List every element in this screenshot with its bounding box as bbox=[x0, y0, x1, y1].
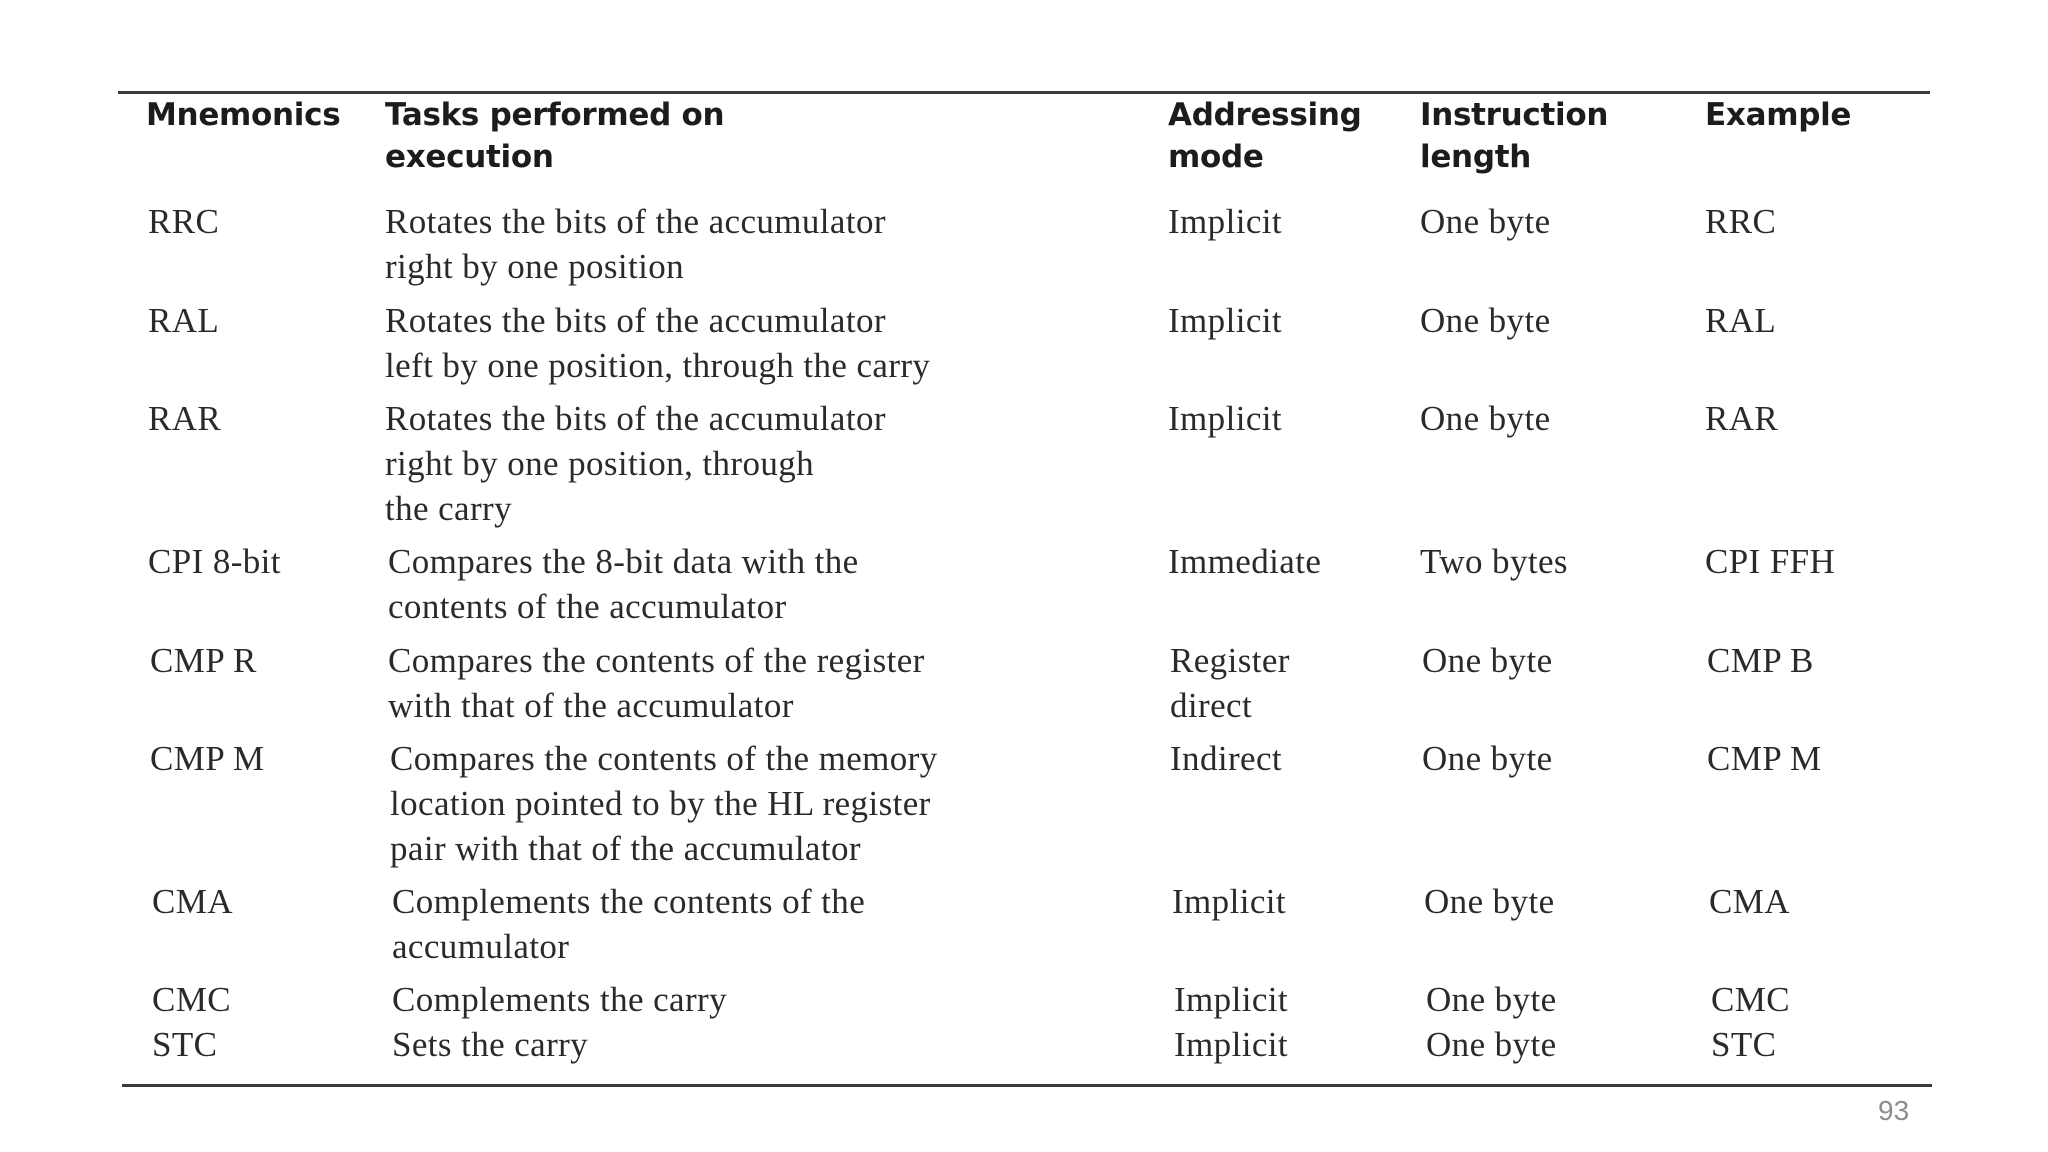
table-row-length: Two bytes bbox=[1420, 542, 1568, 581]
table-row-task: Sets the carry bbox=[392, 1025, 589, 1064]
table-row-length: One byte bbox=[1422, 739, 1553, 778]
header-addressing: Addressing mode bbox=[1168, 97, 1362, 175]
table-row-length: One byte bbox=[1420, 202, 1551, 241]
table-row-length: One byte bbox=[1420, 301, 1551, 340]
table-row-example: STC bbox=[1711, 1025, 1777, 1064]
table-row-mode: Implicit bbox=[1172, 882, 1287, 921]
table-row-task: Rotates the bits of the accumulator right by one position bbox=[385, 202, 886, 286]
table-row-mode: Implicit bbox=[1174, 1025, 1289, 1064]
table-row-mnemonic: CMP R bbox=[150, 641, 257, 680]
header-example: Example bbox=[1705, 97, 1852, 133]
table-row-length: One byte bbox=[1426, 1025, 1557, 1064]
table-row-mnemonic: RAR bbox=[148, 399, 222, 438]
table-row-example: RRC bbox=[1705, 202, 1777, 241]
table-row-task: Compares the contents of the register with that of the accumulator bbox=[388, 641, 925, 725]
table-bottom-rule bbox=[122, 1084, 1932, 1087]
table-row-task: Rotates the bits of the accumulator left by one position, through the carry bbox=[385, 301, 931, 385]
page-number: 93 bbox=[1878, 1095, 1910, 1126]
header-length: Instruction length bbox=[1420, 97, 1609, 175]
table-row-mnemonic: CMC bbox=[152, 980, 232, 1019]
table-row-mode: Implicit bbox=[1168, 301, 1283, 340]
table-row-task: Rotates the bits of the accumulator right by one position, through the carry bbox=[385, 399, 886, 528]
table-row-mode: Immediate bbox=[1168, 542, 1322, 581]
header-tasks: Tasks performed on execution bbox=[385, 97, 725, 175]
table-row-example: RAL bbox=[1705, 301, 1777, 340]
table-row-mnemonic: CPI 8-bit bbox=[148, 542, 281, 581]
table-row-length: One byte bbox=[1420, 399, 1551, 438]
table-row-example: CMC bbox=[1711, 980, 1791, 1019]
table-row-mode: Register direct bbox=[1170, 641, 1290, 725]
header-mnemonics: Mnemonics bbox=[146, 97, 341, 133]
table-row-mode: Implicit bbox=[1174, 980, 1289, 1019]
table-row-task: Complements the contents of the accumulator bbox=[392, 882, 866, 966]
table-row-example: CMP M bbox=[1707, 739, 1822, 778]
table-row-task: Complements the carry bbox=[392, 980, 727, 1019]
table-row-mnemonic: RRC bbox=[148, 202, 220, 241]
table-row-mode: Implicit bbox=[1168, 202, 1283, 241]
table-row-task: Compares the 8-bit data with the contents of the accumulator bbox=[388, 542, 859, 626]
table-row-mode: Implicit bbox=[1168, 399, 1283, 438]
table-row-example: CMA bbox=[1709, 882, 1790, 921]
table-row-length: One byte bbox=[1422, 641, 1553, 680]
table-row-example: CPI FFH bbox=[1705, 542, 1836, 581]
table-row-example: RAR bbox=[1705, 399, 1779, 438]
table-row-length: One byte bbox=[1426, 980, 1557, 1019]
table-row-mnemonic: RAL bbox=[148, 301, 220, 340]
table-row-mode: Indirect bbox=[1170, 739, 1283, 778]
table-row-task: Compares the contents of the memory location pointed to by the HL register pair with that of the accumulator bbox=[390, 739, 938, 868]
table-row-mnemonic: CMP M bbox=[150, 739, 265, 778]
table-row-mnemonic: CMA bbox=[152, 882, 233, 921]
table-row-length: One byte bbox=[1424, 882, 1555, 921]
table-row-mnemonic: STC bbox=[152, 1025, 218, 1064]
table-row-example: CMP B bbox=[1707, 641, 1814, 680]
